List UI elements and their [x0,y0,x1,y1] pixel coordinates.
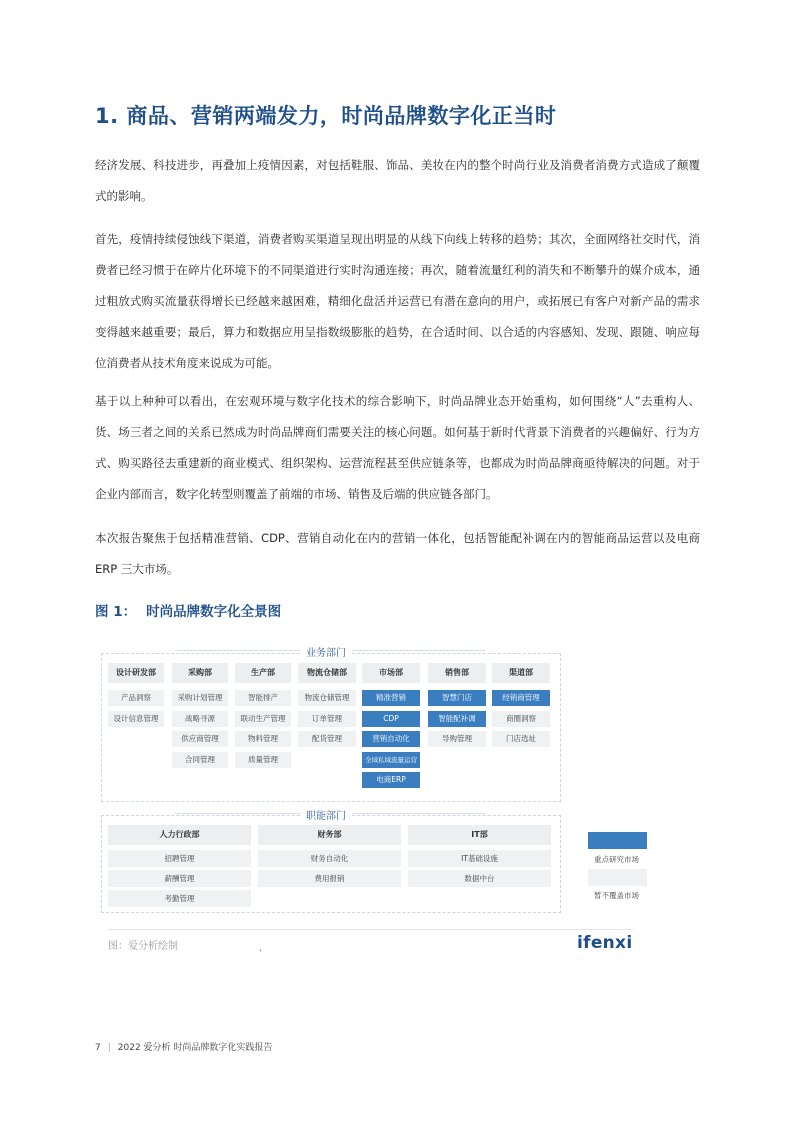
dept-item: 配货管理 [298,731,356,747]
legend-label-uncovered: 暂不覆盖市场 [594,891,639,900]
dept-item: 电商ERP [362,772,420,788]
dept-item: 物流仓储管理 [298,690,356,706]
dept-item: 智能配补调 [428,711,486,727]
dept-item: 智慧门店 [428,690,486,706]
legend-key-uncovered [588,869,647,886]
paragraph-1: 经济发展、科技进步，再叠加上疫情因素，对包括鞋服、饰品、美妆在内的整个时尚行业及消费者消费方式造成了颠覆式的影响。 [95,158,700,203]
dept-item: 联动生产管理 [235,711,291,727]
footer-title: 2022 爱分析 时尚品牌数字化实践报告 [117,1043,273,1053]
dept-item: 经销商管理 [492,690,550,706]
figure-divider [108,929,633,930]
dept-item: 商圈洞察 [492,711,550,727]
figure-caption [95,600,281,620]
function-dept-header: 人力行政部 [108,825,251,845]
dept-item: 全域私域流量运营 [362,752,420,768]
business-group-title: 业务部门 [300,644,352,659]
dept-header: 设计研发部 [108,663,164,683]
figure-title: 时尚品牌数字化全景图 [146,604,282,620]
dept-item: 产品洞察 [108,690,164,706]
function-dept-item: 考勤管理 [108,890,251,907]
dept-header: 采购部 [172,663,228,683]
section-heading: 1. 商品、营销两端发力，时尚品牌数字化正当时 [95,104,557,128]
function-dept-item: 数据中台 [408,870,551,887]
function-dept-item: 薪酬管理 [108,870,251,887]
legend-key-focus [588,832,647,849]
dept-header: 生产部 [235,663,291,683]
function-dept-header: 财务部 [258,825,401,845]
dept-item: 订单管理 [298,711,356,727]
dept-item: 营销自动化 [362,731,420,747]
dept-item: CDP [362,711,420,727]
dept-item: 物料管理 [235,731,291,747]
figure-label: 图 1： [95,604,137,620]
figure-source: 图：爱分析绘制 [108,941,178,952]
function-dept-item: IT基础设施 [408,850,551,867]
dept-header: 销售部 [428,663,486,683]
dept-item: 合同管理 [172,752,228,768]
dept-item: 供应商管理 [172,731,228,747]
function-group-title: 职能部门 [300,807,352,822]
paragraph-2: 首先，疫情持续侵蚀线下渠道，消费者购买渠道呈现出明显的从线下向线上转移的趋势；其次，全面网络社交时代，消费者已经习惯于在碎片化环境下的不同渠道进行实时沟通连接；再次，随着流量红利的消失和不断攀升的媒介成本，通过粗放式购买流量获得增长已经越来越困难，精细化盘活并运营已有潜在意向的用户，或拓展已有客户对新产品的需求变得越来越重要；最后，算力和数据应用呈指数级膨胀的趋势，在合适时间、以合适的内容感知、发现、跟随、响应每位消费者从技术角度来说成为可能。 [95,232,700,370]
function-dept-header: IT部 [408,825,551,845]
function-dept-item: 招聘管理 [108,850,251,867]
stray-dot: . [259,943,263,954]
paragraph-3: 基于以上种种可以看出，在宏观环境与数字化技术的综合影响下，时尚品牌业态开始重构，如何围绕“人”去重构人、货、场三者之间的关系已然成为时尚品牌商们需要关注的核心问题。如何基于新时代背景下消费者的兴趣偏好、行为方式、购买路径去重建新的商业模式、组织架构、运营流程甚至供应链条等，也都成为时尚品牌商亟待解决的问题。对于企业内部而言，数字化转型则覆盖了前端的市场、销售及后端的供应链各部门。 [95,394,700,501]
function-dept-item: 费用报销 [258,870,401,887]
footer-separator: | [107,1043,111,1053]
dept-header: 市场部 [362,663,420,683]
dept-item: 设计信息管理 [108,711,164,727]
ifenxi-logo: ifenxi [577,933,633,953]
dept-item: 采购计划管理 [172,690,228,706]
page-footer [95,1040,272,1053]
page-number: 7 [95,1043,101,1053]
dept-item: 质量管理 [235,752,291,768]
legend-label-focus: 重点研究市场 [594,855,639,864]
dept-header: 渠道部 [492,663,550,683]
dept-item: 战略寻源 [172,711,228,727]
function-dept-item: 财务自动化 [258,850,401,867]
paragraph-4: 本次报告聚焦于包括精准营销、CDP、营销自动化在内的营销一体化，包括智能配补调在内的智能商品运营以及电商ERP 三大市场。 [95,531,700,576]
dept-item: 智能排产 [235,690,291,706]
dept-header: 物流仓储部 [298,663,356,683]
dept-item: 导购管理 [428,731,486,747]
dept-item: 门店选址 [492,731,550,747]
dept-item: 精准营销 [362,690,420,706]
